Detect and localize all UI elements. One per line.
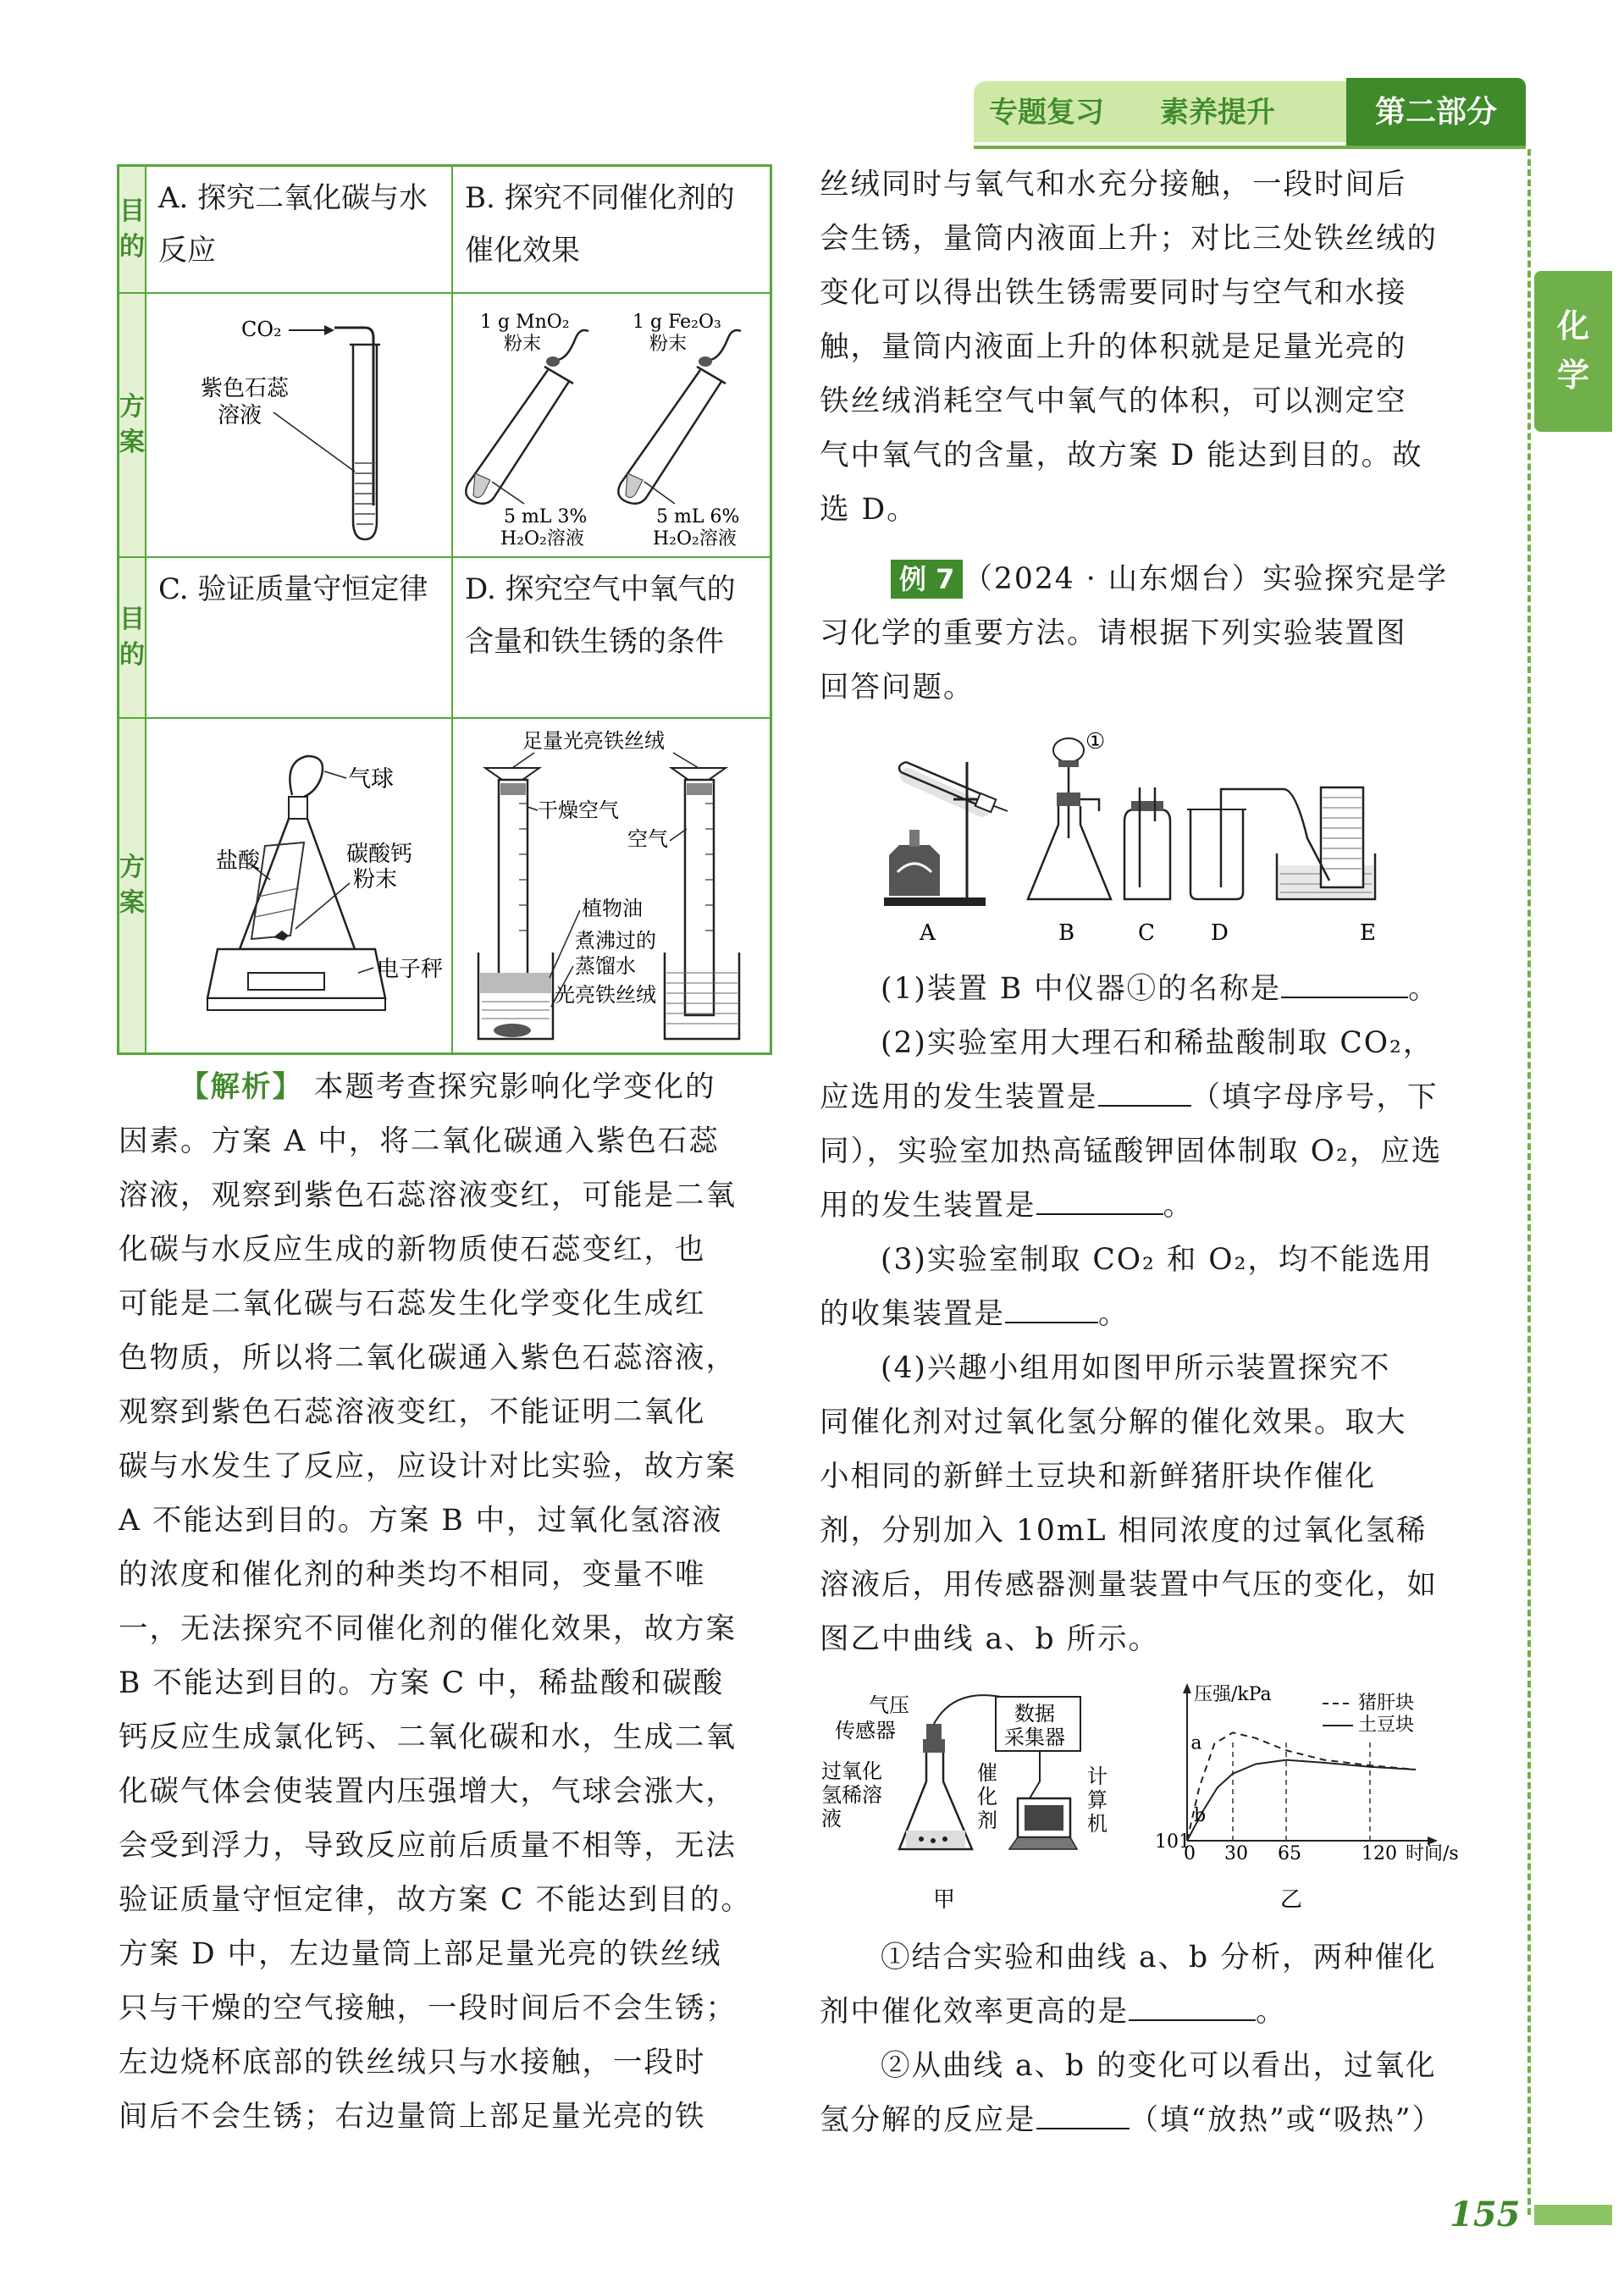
figure-a-cell <box>146 293 452 557</box>
header-section1: 专题复习 <box>989 96 1104 130</box>
analysis-line: 验证质量守恒定律，故方案 C 不能达到目的。 <box>119 1883 752 1917</box>
answer-blank-q2b[interactable] <box>1036 1179 1163 1215</box>
analysis-line: 碳与水发生了反应，应设计对比实验，故方案 <box>119 1450 737 1483</box>
series-line-1 <box>1187 1732 1416 1841</box>
svg-text:H₂O₂溶液: H₂O₂溶液 <box>653 527 737 550</box>
apparatus-b <box>1028 729 1111 946</box>
svg-text:粉末: 粉末 <box>649 333 688 355</box>
analysis-line: 气中氧气的含量，故方案 D 能达到目的。故 <box>820 439 1423 472</box>
answer-blank-q1[interactable] <box>1281 963 1408 998</box>
svg-text:机: 机 <box>1087 1812 1108 1836</box>
subquestion-2-line1: ②从曲线 a、b 的变化可以看出，过氧化 <box>881 2049 1437 2083</box>
svg-text:粉末: 粉末 <box>353 866 398 892</box>
analysis-line: 变化可以得出铁生锈需要同时与空气和水接 <box>820 276 1407 310</box>
apparatus-c <box>1124 787 1170 946</box>
row-label-purpose-1: 目 的 <box>119 166 146 293</box>
example7-source: （2024 · 山东烟台） <box>963 562 1263 596</box>
figure-b-catalysts <box>453 294 770 553</box>
analysis-line: 会受到浮力，导致反应前后质量不相等，无法 <box>119 1829 737 1863</box>
analysis-continued <box>820 157 1497 537</box>
analysis-line: 一，无法探究不同催化剂的催化效果，故方案 <box>119 1612 737 1646</box>
svg-text:B: B <box>1058 920 1075 946</box>
analysis-line: 色物质，所以将二氧化碳通入紫色石蕊溶液， <box>119 1341 737 1375</box>
figure-d-cell <box>452 718 771 1054</box>
analysis-tag: 【解析】 <box>180 1070 303 1104</box>
page-number: 155 <box>1450 2195 1521 2234</box>
svg-text:煮沸过的: 煮沸过的 <box>575 928 656 953</box>
example7-tag: 例 7 <box>891 560 963 599</box>
side-tab-char2: 学 <box>1556 356 1589 394</box>
svg-text:计: 计 <box>1087 1765 1108 1788</box>
x-axis-label: 时间/s <box>1406 1843 1459 1864</box>
question-3-line2: 的收集装置是 。 <box>820 1287 1497 1341</box>
analysis-line: 触，量筒内液面上升的体积就是足量光亮的 <box>820 330 1407 364</box>
y-tick-label: 101 <box>1155 1831 1190 1853</box>
figure-yi-caption: 乙 <box>1280 1887 1303 1913</box>
option-b-purpose: B. 探究不同催化剂的催化效果 <box>452 166 771 293</box>
analysis-line: 钙反应生成氯化钙、二氧化碳和水，生成二氧 <box>119 1720 737 1754</box>
row-label-purpose-2: 目 的 <box>119 557 146 718</box>
analysis-line: 化碳气体会使装置内压强增大，气球会涨大， <box>119 1775 737 1809</box>
y-axis-label: 压强/kPa <box>1194 1684 1272 1705</box>
svg-text:过氧化: 过氧化 <box>821 1759 882 1783</box>
side-tab-char1: 化 <box>1556 307 1589 345</box>
analysis-line: 左边烧杯底部的铁丝绒只与水接触，一段时 <box>119 2046 706 2079</box>
svg-text:蒸馏水: 蒸馏水 <box>575 953 636 978</box>
subquestion-1-line1: ①结合实验和曲线 a、b 分析，两种催化 <box>881 1941 1437 1974</box>
apparatus-a <box>884 762 1008 946</box>
svg-text:5 mL 3%: 5 mL 3% <box>504 505 588 527</box>
svg-text:植物油: 植物油 <box>582 896 643 920</box>
legend-label-1: 猪肝块 <box>1358 1693 1415 1714</box>
analysis-line: 化碳与水反应生成的新物质使石蕊变红，也 <box>119 1233 706 1267</box>
svg-text:1 g MnO₂: 1 g MnO₂ <box>480 311 570 333</box>
svg-text:E: E <box>1360 920 1376 946</box>
svg-text:算: 算 <box>1087 1788 1108 1812</box>
svg-text:干燥空气: 干燥空气 <box>538 798 619 822</box>
svg-text:A: A <box>920 920 936 946</box>
header-rule <box>974 146 1526 149</box>
questions-block <box>820 962 1497 1666</box>
analysis-line: 选 D。 <box>820 493 918 527</box>
svg-text:1 g Fe₂O₃: 1 g Fe₂O₃ <box>632 311 721 333</box>
answer-blank-q2a[interactable] <box>1098 1071 1191 1107</box>
svg-text:盐酸: 盐酸 <box>216 848 261 874</box>
figure-jia-setup <box>818 1688 1148 1917</box>
subquestion-2-line2: 氢分解的反应是 （填“放热”或“吸热”） <box>820 2093 1497 2147</box>
answer-blank-s2[interactable] <box>1036 2094 1130 2129</box>
header-section2: 素养提升 <box>1160 96 1275 130</box>
options-table <box>117 164 772 1055</box>
figure-c-cell <box>146 718 452 1054</box>
question-2-line2: 应选用的发生装置是 （填字母序号，下 <box>820 1070 1497 1124</box>
svg-text:气球: 气球 <box>348 765 394 793</box>
series-label-b: b <box>1194 1804 1207 1826</box>
svg-text:液: 液 <box>821 1807 842 1831</box>
question-4-line: (4)兴趣小组用如图甲所示装置探究不 <box>881 1351 1391 1385</box>
question-4-line: 同催化剂对过氧化氢分解的催化效果。取大 <box>820 1406 1407 1439</box>
example7-intro: 例 7 （2024 · 山东烟台）实验探究是学 习化学的重要方法。请根据下列实验装置图 回答问题。 <box>820 552 1497 715</box>
co2-label: CO₂ <box>241 317 282 341</box>
analysis-line: A 不能达到目的。方案 B 中，过氧化氢溶液 <box>119 1504 723 1538</box>
svg-text:C: C <box>1138 920 1155 946</box>
question-4-line: 小相同的新鲜土豆块和新鲜猪肝块作催化 <box>820 1460 1376 1494</box>
svg-text:催: 催 <box>977 1761 997 1785</box>
svg-text:数据: 数据 <box>1014 1702 1055 1726</box>
analysis-line: 因素。方案 A 中，将二氧化碳通入紫色石蕊 <box>119 1124 720 1158</box>
analysis-line: B 不能达到目的。方案 C 中，稀盐酸和碳酸 <box>119 1666 725 1700</box>
subquestions-block <box>820 1930 1497 2147</box>
analysis-line: 丝绒同时与氧气和水充分接触，一段时间后 <box>820 168 1407 202</box>
svg-text:粉末: 粉末 <box>504 333 542 355</box>
analysis-line: 只与干燥的空气接触，一段时间后不会生锈； <box>119 1991 737 2025</box>
question-1: (1)装置 B 中仪器①的名称是 。 <box>820 962 1497 1016</box>
analysis-block <box>119 1060 771 2144</box>
apparatus-figure <box>872 728 1448 957</box>
series-label-a: a <box>1190 1732 1202 1754</box>
option-a-purpose: A. 探究二氧化碳与水反应 <box>146 166 452 293</box>
answer-blank-q3[interactable] <box>1005 1288 1098 1323</box>
apparatus-d <box>1187 789 1284 946</box>
option-d-purpose: D. 探究空气中氧气的含量和铁生锈的条件 <box>452 557 771 718</box>
apparatus-marker-1: ① <box>1085 729 1106 754</box>
svg-text:D: D <box>1211 920 1229 946</box>
svg-text:气压: 气压 <box>869 1693 909 1717</box>
subquestion-1-line2: 剂中催化效率更高的是 。 <box>820 1985 1497 2039</box>
figure-yi-chart <box>1153 1683 1492 1920</box>
litmus-label-2: 溶液 <box>218 402 262 428</box>
question-2-line3: 同），实验室加热高锰酸钾固体制取 O₂，应选 <box>820 1135 1443 1168</box>
analysis-line: 可能是二氧化碳与石蕊发生化学变化生成红 <box>119 1287 706 1321</box>
svg-text:足量光亮铁丝绒: 足量光亮铁丝绒 <box>522 728 665 753</box>
svg-text:传感器: 传感器 <box>835 1719 896 1742</box>
svg-text:光亮铁丝绒: 光亮铁丝绒 <box>555 982 656 1007</box>
analysis-first-line: 【解析】 本题考查探究影响化学变化的 <box>180 1070 716 1104</box>
margin-dashed-line <box>1527 149 1531 2215</box>
question-3-line1: (3)实验室制取 CO₂ 和 O₂，均不能选用 <box>881 1243 1433 1277</box>
row-label-plan-2: 方 案 <box>119 718 146 1054</box>
analysis-line: 溶液，观察到紫色石蕊溶液变红，可能是二氧 <box>119 1179 737 1212</box>
svg-text:H₂O₂溶液: H₂O₂溶液 <box>500 527 584 550</box>
analysis-line: 间后不会生锈；右边量筒上部足量光亮的铁 <box>119 2100 706 2134</box>
analysis-line: 的浓度和催化剂的种类均不相同，变量不唯 <box>119 1558 706 1592</box>
figure-b-cell <box>452 293 771 557</box>
svg-text:5 mL 6%: 5 mL 6% <box>656 505 740 527</box>
svg-text:电子秤: 电子秤 <box>377 956 444 982</box>
x-tick-label: 65 <box>1278 1843 1301 1864</box>
figure-a-co2-litmus <box>146 294 451 553</box>
question-2-line1: (2)实验室用大理石和稀盐酸制取 CO₂， <box>881 1026 1434 1060</box>
svg-text:化: 化 <box>977 1785 997 1809</box>
question-4-line: 图乙中曲线 a、b 所示。 <box>820 1622 1160 1656</box>
subject-side-tab[interactable] <box>1534 271 1612 432</box>
analysis-line: 观察到紫色石蕊溶液变红，不能证明二氧化 <box>119 1395 706 1429</box>
x-tick-label: 30 <box>1224 1843 1248 1864</box>
litmus-label: 紫色石蕊 <box>201 375 290 401</box>
svg-text:空气: 空气 <box>627 826 668 851</box>
svg-text:氢稀溶: 氢稀溶 <box>821 1783 882 1807</box>
example7-intro-line: 习化学的重要方法。请根据下列实验装置图 <box>820 616 1407 650</box>
legend-label-2: 土豆块 <box>1358 1715 1415 1736</box>
header-part-label: 第二部分 <box>1346 78 1526 147</box>
question-2-line4: 用的发生装置是 。 <box>820 1179 1497 1233</box>
example7-intro-line: 回答问题。 <box>820 671 975 704</box>
x-tick-label: 0 <box>1184 1843 1196 1864</box>
analysis-line: 会生锈，量筒内液面上升；对比三处铁丝绒的 <box>820 222 1438 256</box>
answer-blank-s1[interactable] <box>1129 1985 1256 2021</box>
option-c-purpose: C. 验证质量守恒定律 <box>146 557 452 718</box>
figure-jia-caption: 甲 <box>933 1887 956 1913</box>
x-tick-label: 120 <box>1362 1843 1397 1864</box>
svg-text:碳酸钙: 碳酸钙 <box>346 841 413 867</box>
question-4-line: 剂，分别加入 10mL 相同浓度的过氧化氢稀 <box>820 1514 1428 1548</box>
question-4-line: 溶液后，用传感器测量装置中气压的变化，如 <box>820 1568 1438 1602</box>
series-line-2 <box>1187 1760 1416 1841</box>
page-number-bar <box>1534 2205 1612 2225</box>
analysis-line: 方案 D 中，左边量筒上部足量光亮的铁丝绒 <box>119 1937 722 1971</box>
figure-c-mass-conservation <box>146 719 451 1049</box>
svg-text:采集器: 采集器 <box>1004 1726 1065 1749</box>
analysis-line: 铁丝绒消耗空气中氧气的体积，可以测定空 <box>820 384 1407 418</box>
apparatus-e <box>1277 787 1376 946</box>
row-label-plan-1: 方 案 <box>119 293 146 557</box>
svg-text:剂: 剂 <box>977 1809 997 1832</box>
figure-d-rusting <box>453 719 770 1049</box>
